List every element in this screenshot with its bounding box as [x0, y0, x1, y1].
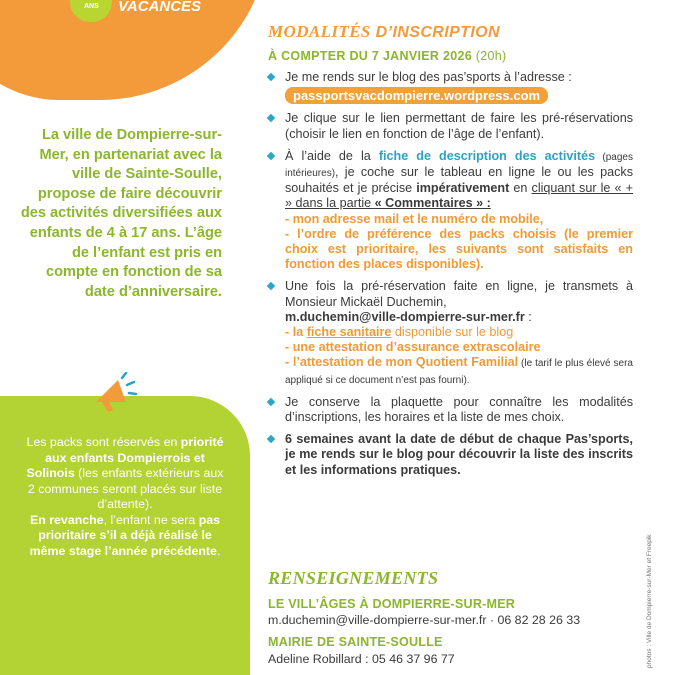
- megaphone-icon: [92, 372, 138, 416]
- diamond-bullet-icon: [267, 398, 275, 406]
- step1-text: Je me rends sur le blog des pas’sports à l’adresse :: [285, 70, 572, 84]
- step-select-packs: [268, 149, 633, 273]
- badge-ans-text: ANS: [84, 3, 99, 10]
- diamond-bullet-icon: [267, 435, 275, 443]
- packs-text-2: priorité aux enfants Dompierrois et Solinois: [26, 435, 224, 480]
- start-date-time: (20h): [472, 49, 507, 63]
- blog-url-link[interactable]: passportsvacdompierre.wordpress.com: [285, 87, 548, 104]
- packs-text-5: , l’enfant ne sera: [103, 512, 199, 527]
- step4-item-insurance: - une attestation d’assurance extrascolaire: [285, 340, 541, 355]
- step3-small-text: (pages intérieures): [285, 151, 633, 180]
- step2-text: Je clique sur le lien permettant de faire les pré-réservations (choisir le lien en fonction de l’âge de l’enfant).: [285, 111, 633, 141]
- step4-item3-note: (le tarif le plus élevé sera appliqué si ce document n’est pas fourni).: [285, 358, 633, 386]
- diamond-bullet-icon: [267, 282, 275, 290]
- step4-item1-suffix: disponible sur le blog: [391, 325, 514, 340]
- step4-text: Une fois la pré-réservation faite en ligne, je transmets à Monsieur Mickaël Duchemin,: [285, 279, 633, 309]
- step-keep-brochure: [268, 395, 633, 425]
- step4-item-sanitary: [285, 325, 633, 340]
- title-part-2: D’INSCRIPTION: [370, 24, 500, 41]
- packs-text-6: pas prioritaire s’il a déjà réalisé le même stage l’année précédente: [29, 512, 221, 558]
- packs-priority-text: [22, 435, 228, 559]
- step-send-documents: [268, 279, 633, 387]
- step4-colon: :: [524, 309, 532, 324]
- sanitary-sheet-link[interactable]: fiche sanitaire: [306, 325, 392, 340]
- packs-text-4: En revanche: [29, 512, 104, 527]
- left-column: [0, 0, 250, 675]
- step6-text: 6 semaines avant la date de début de chaque Pas’sports, je me rends sur le blog pour découvrir la liste des inscrits et les informations pratiques.: [285, 432, 633, 477]
- start-date-label: À COMPTER DU 7 JANVIER 2026: [268, 49, 472, 63]
- orange-header-shape: [0, 0, 270, 100]
- diamond-bullet-icon: [267, 73, 275, 81]
- step3-item-preference-order: - l’ordre de préférence des packs choisis (le premier choix est prioritaire, les suivants sont satisfaits en fonction des places disponibles).: [285, 226, 633, 272]
- step4-item1-prefix: - la: [285, 325, 307, 340]
- contact-villages[interactable]: m.duchemin@ville-dompierre-sur-mer.fr · 06 82 28 26 33: [268, 613, 581, 627]
- diamond-bullet-icon: [267, 152, 275, 160]
- step5-text: Je conserve la plaquette pour connaître les modalités d’inscriptions, les horaires et la liste de mes choix.: [285, 394, 633, 425]
- activities-sheet-link[interactable]: fiche de description des activités: [378, 148, 596, 163]
- step3-text-d: cliquant sur le « + » dans la partie: [285, 181, 633, 211]
- intro-paragraph: La ville de Dompierre-sur-Mer, en partenariat avec la ville de Sainte-Soulle, propose de faire découvrir des activités diversifiées aux enfants de 4 à 17 ans. L’âge de l’enfant est pris en compte en fonction de sa date d’anniversaire.: [20, 127, 222, 300]
- inscription-steps: [268, 70, 633, 485]
- photo-credit: photos : Ville de Dompierre-sur-Mer et Freepik: [646, 534, 653, 668]
- packs-text-3: (les enfants extérieurs aux 2 communes seront placés sur liste d’attente).: [27, 466, 224, 511]
- renseignements-title: RENSEIGNEMENTS: [268, 568, 439, 588]
- step3-text-c: en: [509, 181, 532, 196]
- duchemin-email-link[interactable]: m.duchemin@ville-dompierre-sur-mer.fr: [285, 309, 525, 324]
- step3-text-b: , je coche sur le tableau en ligne le ou les packs souhaités et je précise: [285, 165, 633, 196]
- diamond-bullet-icon: [267, 114, 275, 122]
- step-check-list: [268, 432, 633, 478]
- step4-item-quotient: [285, 355, 633, 387]
- step3-item-email-mobile: - mon adresse mail et le numéro de mobile,: [285, 211, 544, 226]
- step3-bold: impérativement: [416, 181, 510, 196]
- step4-item3-text: - l’attestation de mon Quotient Familial: [285, 355, 519, 370]
- step-prereservation-link: [268, 111, 633, 141]
- badge-vacances-text: VACANCES: [118, 0, 202, 15]
- step3-comment-label: « Commentaires » :: [374, 196, 491, 211]
- step3-text-a: À l’aide de la: [285, 148, 379, 163]
- contact-mairie: Adeline Robillard : 05 46 37 96 77: [268, 652, 455, 666]
- packs-text-7: .: [216, 543, 221, 558]
- org-villages-dompierre: LE VILL’ÂGES À DOMPIERRE-SUR-MER: [268, 597, 516, 611]
- org-mairie-sainte-soulle: MAIRIE DE SAINTE-SOULLE: [268, 635, 443, 649]
- step-blog-address: [268, 70, 633, 104]
- inscription-title: [268, 22, 500, 42]
- packs-text-1: Les packs sont réservés en: [26, 435, 181, 449]
- title-part-1: MODALITÉS: [268, 22, 371, 41]
- start-date: [268, 49, 506, 63]
